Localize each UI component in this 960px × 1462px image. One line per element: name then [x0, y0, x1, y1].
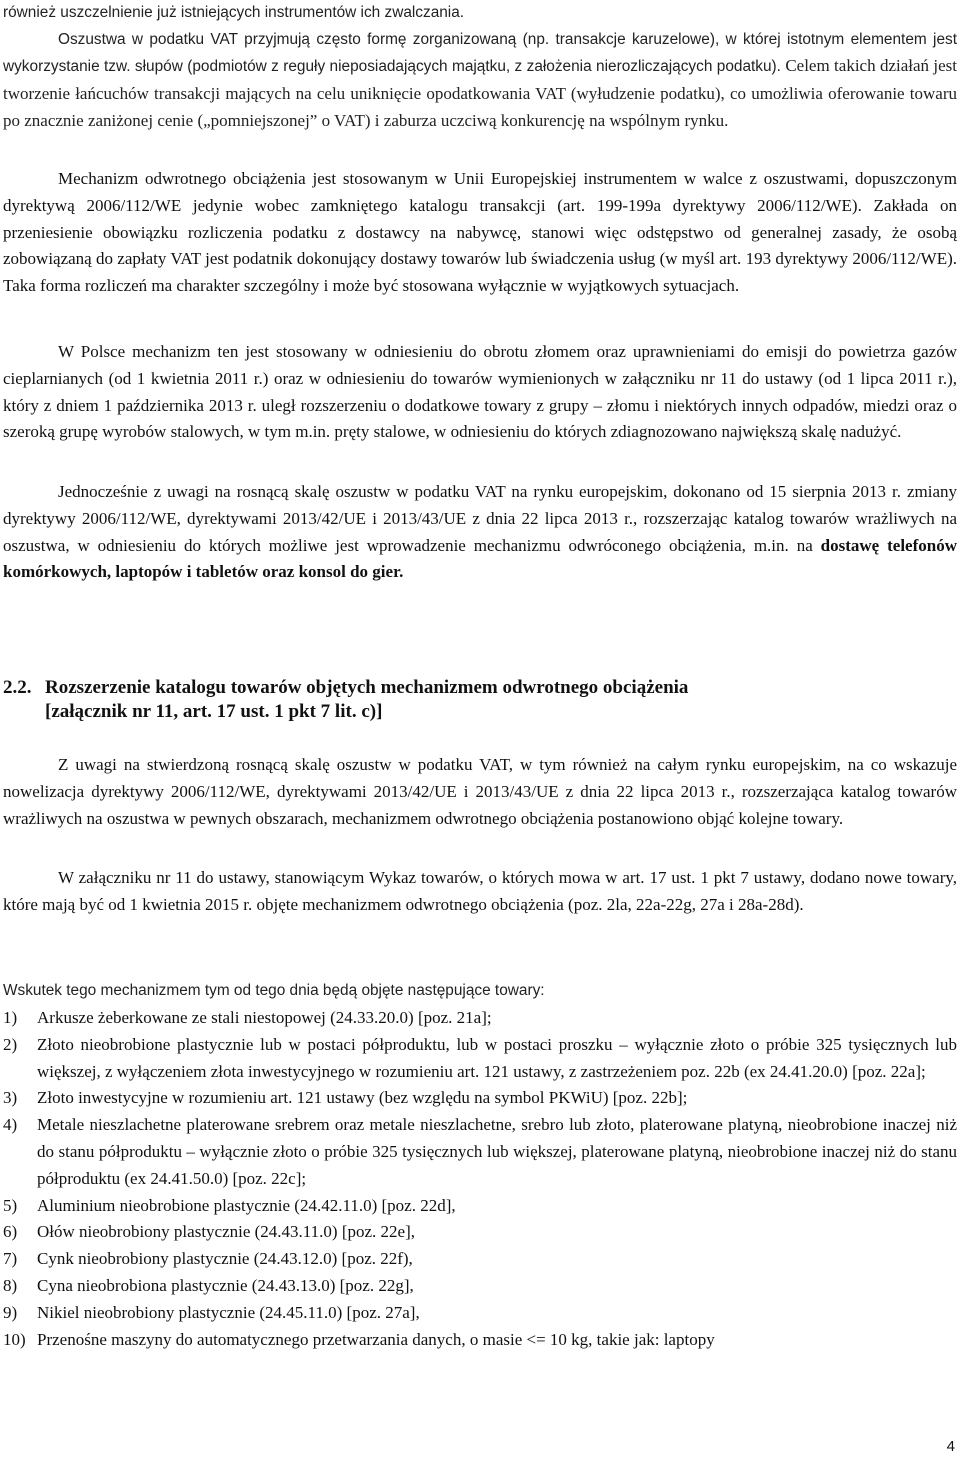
list-item: 7) Cynk nieobrobiony plastycznie (24.43.12.0) [poz. 22f),: [3, 1249, 413, 1269]
intro-text-a: również uszczelnienie już istniejących instrumentów ich zwalczania.: [3, 4, 465, 21]
mechanism-text-b: Zakłada on przeniesienie obowiązku rozliczenia podatku z dostawcy na nabywcę, stanowi więc odstępstwo od generalnej zasady, że osobą zobowiązaną do zapłaty VAT jest podatnik dokonujący dostawy towarów lub świadczenia usług (w myśl art. 193 dyrektywy 2006/112/WE). Taka forma rozliczeń ma charakter szczególny i może być stosowana wyłącznie w wyjątkowych sytuacjach.: [3, 195, 957, 296]
list-item: 8) Cyna nieobrobiona plastycznie (24.43.13.0) [poz. 22g],: [3, 1275, 414, 1295]
section-title-line2: [załącznik nr 11, art. 17 ust. 1 pkt 7 lit. c)]: [45, 701, 383, 722]
intro-text-b: Oszustwa w podatku VAT przyjmują często formę zorganizowaną (np. transakcje karuzelowe), w której istotnym elementem jest wykorzystanie tzw. słupów (podmiotów z reguły nieposiadających majątku, z założenia nierozliczających podatku).: [3, 30, 957, 76]
paragraph-intro: [3, 0, 957, 136]
section-number: 2.2.: [3, 677, 32, 698]
simultaneously-text: Jednocześnie z uwagi na rosnącą skalę oszustw w podatku VAT na rynku europejskim, dokonano od 15 sierpnia 2013 r. zmiany dyrektywy 2006/112/WE, dyrektywami 2013/42/UE i 2013/43/UE z dnia 22 lipca 2013 r., rozszerzając katalog towarów wrażliwych na oszustwa, w odniesieniu do których możliwe jest wprowadzenie mechanizmu odwróconego obciążenia, m.in. na: [3, 482, 957, 555]
section-title-line1: Rozszerzenie katalogu towarów objętych mechanizmem odwrotnego obciążenia: [45, 677, 689, 698]
paragraph-mechanism: [3, 166, 957, 300]
simultaneously-bold-text: dostawę telefonów komórkowych, laptopów i tabletów oraz konsol do gier: [3, 535, 957, 582]
paragraph-simultaneously: [3, 479, 957, 586]
list-item: 10) Przenośne maszyny do automatycznego przetwarzania danych, o masie <= 10 kg, takie jak: laptopy: [3, 1329, 715, 1349]
list-item: 2) Złoto nieobrobione plastycznie lub w postaci półproduktu, lub w postaci proszku – wyłącznie złoto o próbie 325 tysięcznych lub większej, z wyłączeniem złota inwestycyjnego w rozumieniu art. 121 ustawy, z zastrzeżeniem poz. 22b (ex 24.41.20.0) [poz. 22a];: [3, 1034, 957, 1081]
list-item: 3) Złoto inwestycyjne w rozumieniu art. 121 ustawy (bez względu na symbol PKWiU) [poz. 22b];: [3, 1088, 688, 1108]
paragraph-due-to: Z uwagi na stwierdzoną rosnącą skalę oszustw w podatku VAT, w tym również na całym rynku europejskim, na co wskazuje nowelizacja dyrektywy 2006/112/WE, dyrektywami 2013/42/UE i 2013/43/UE z dnia 22 lipca 2013 r., rozszerzająca katalog towarów wrażliwych na oszustwa w pewnych obszarach, mechanizmem odwrotnego obciążenia postanowiono objąć kolejne towary.: [3, 755, 957, 828]
paragraph-annex: W załączniku nr 11 do ustawy, stanowiącym Wykaz towarów, o których mowa w art. 17 ust. 1 pkt 7 ustawy, dodano nowe towary, które mają być od 1 kwietnia 2015 r. objęte mechanizmem odwrotnego obciążenia (poz. 2la, 22a-22g, 27a i 28a-28d).: [3, 868, 957, 914]
paragraph-poland: W Polsce mechanizm ten jest stosowany w odniesieniu do obrotu złomem oraz uprawnieniami do emisji do powietrza gazów cieplarnianych (od 1 kwietnia 2011 r.) oraz w odniesieniu do towarów wymienionych w załączniku nr 11 do ustawy (od 1 lipca 2011 r.), który z dniem 1 października 2013 r. uległ rozszerzeniu o dodatkowe towary z grupy – złomu i niektórych innych odpadów, miedzi oraz o szeroką grupę wyrobów stalowych, w tym m.in. pręty stalowe, w odniesieniu do których zdiagnozowano największą skalę nadużyć.: [3, 342, 957, 442]
list-item: 4) Metale nieszlachetne platerowane srebrem oraz metale nieszlachetne, srebro lub złoto, platerowane platyną, nieobrobione inaczej niż do stanu półproduktu – wyłącznie złoto o próbie 325 tysięcznych lub większej, platerowane platyną, nieobrobione inaczej niż do stanu półproduktu (ex 24.41.50.0) [poz. 22c];: [3, 1115, 957, 1188]
section-heading: [3, 676, 957, 724]
page-number: 4: [946, 1438, 955, 1455]
list-item: 5) Aluminium nieobrobione plastycznie (24.42.11.0) [poz. 22d],: [3, 1195, 456, 1215]
mechanism-text-a: Mechanizm odwrotnego obciążenia jest stosowanym w Unii Europejskiej instrumentem w walce z oszustwami, dopuszczonym dyrektywą 2006/112/WE jedynie wobec zamkniętego katalogu transakcji (art. 199-199a dyrektywy 2006/112/WE).: [3, 169, 957, 215]
goods-list: [3, 1005, 957, 1353]
simultaneously-end: .: [399, 562, 404, 582]
list-item: 6) Ołów nieobrobiony plastycznie (24.43.11.0) [poz. 22e],: [3, 1222, 416, 1242]
list-item: 1) Arkusze żeberkowane ze stali niestopowej (24.33.20.0) [poz. 21a];: [3, 1008, 492, 1027]
list-item: 9) Nikiel nieobrobiony plastycznie (24.45.11.0) [poz. 27a],: [3, 1302, 420, 1322]
paragraph-consequently: Wskutek tego mechanizmem tym od tego dnia będą objęte następujące towary:: [3, 982, 545, 999]
intro-text-c: Celem takich działań jest tworzenie łańcuchów transakcji mających na celu uniknięcie opodatkowania VAT (wyłudzenie podatku), co umożliwia oferowanie towaru po znacznie zaniżonej cenie („pomniejszonej” o VAT) i zaburza uczciwą konkurencję na wspólnym rynku.: [3, 56, 958, 131]
